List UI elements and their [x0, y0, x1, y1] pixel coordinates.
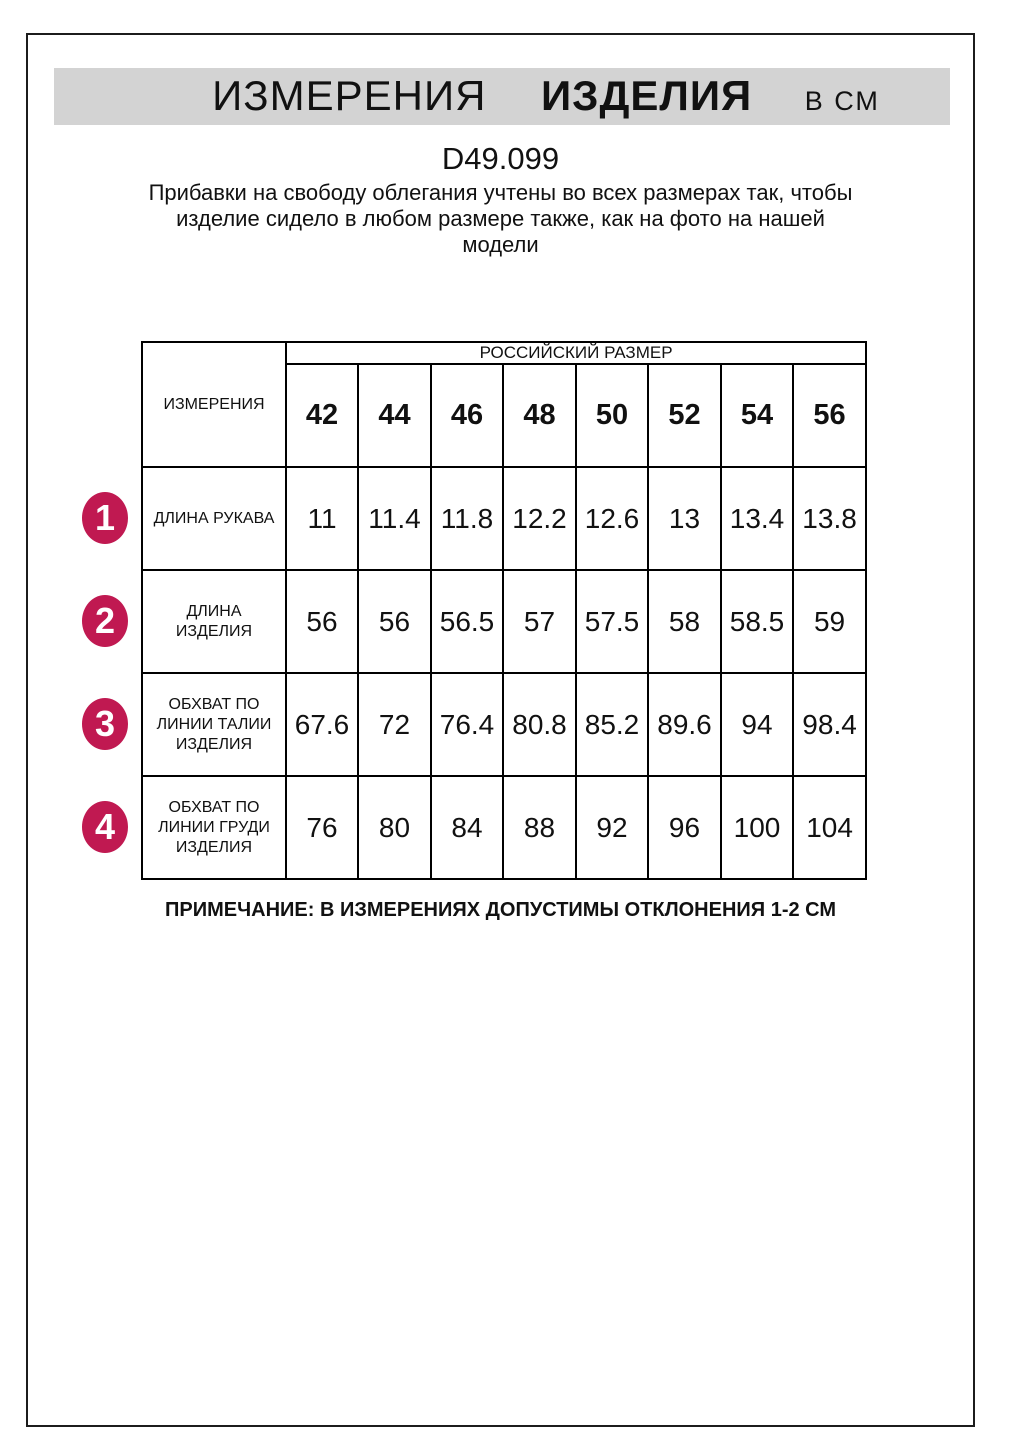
table-cell: 92	[576, 776, 648, 879]
table-cell: 13.4	[721, 467, 793, 570]
table-cell: 59	[793, 570, 866, 673]
size-col-header: 56	[793, 364, 866, 467]
table-row-chest-girth	[142, 776, 866, 879]
row-number-badge-3	[82, 698, 128, 750]
row-label-line: ДЛИНА	[186, 602, 242, 620]
table-cell: 11	[286, 467, 358, 570]
row-label-line: ОБХВАТ ПО	[168, 695, 260, 713]
table-cell: 11.8	[431, 467, 503, 570]
size-col-header: 54	[721, 364, 793, 467]
size-col-header: 50	[576, 364, 648, 467]
row-label-line: ДЛИНА РУКАВА	[153, 509, 275, 527]
table-cell: 11.4	[358, 467, 431, 570]
table-cell: 80	[358, 776, 431, 879]
row-label-line: ОБХВАТ ПО	[168, 798, 260, 816]
table-cell: 67.6	[286, 673, 358, 776]
row-number-badge-2	[82, 595, 128, 647]
row-label-line: ЛИНИИ ТАЛИИ	[156, 715, 272, 733]
row-number-badge-4	[82, 801, 128, 853]
row-label	[142, 673, 286, 776]
table-cell: 88	[503, 776, 576, 879]
badge-number: 1	[94, 497, 116, 538]
size-col-header: 52	[648, 364, 721, 467]
row-number-badge-1	[82, 492, 128, 544]
product-code: D49.099	[441, 141, 560, 176]
table-cell: 100	[721, 776, 793, 879]
description-line: Прибавки на свободу облегания учтены во всех размерах так, чтобы	[148, 180, 853, 205]
badge-number: 4	[94, 806, 116, 847]
table-cell: 94	[721, 673, 793, 776]
table-cell: 12.2	[503, 467, 576, 570]
description-line: модели	[462, 232, 539, 257]
table-cell: 72	[358, 673, 431, 776]
russian-size-header: РОССИЙСКИЙ РАЗМЕР	[286, 342, 866, 364]
table-cell: 104	[793, 776, 866, 879]
badge-number: 3	[94, 703, 116, 744]
table-cell: 56	[358, 570, 431, 673]
title-product: ИЗДЕЛИЯ	[540, 72, 753, 119]
table-cell: 98.4	[793, 673, 866, 776]
table-cell: 80.8	[503, 673, 576, 776]
table-cell: 13	[648, 467, 721, 570]
table-cell: 96	[648, 776, 721, 879]
size-table	[141, 341, 867, 880]
table-row-waist-girth	[142, 673, 866, 776]
table-cell: 76.4	[431, 673, 503, 776]
row-label-line: ИЗДЕЛИЯ	[175, 622, 253, 640]
table-cell: 84	[431, 776, 503, 879]
table-cell: 56.5	[431, 570, 503, 673]
row-label-line: ЛИНИИ ГРУДИ	[158, 818, 270, 836]
size-col-header: 46	[431, 364, 503, 467]
product-description	[26, 180, 975, 258]
title-bar	[54, 68, 950, 125]
table-cell: 57	[503, 570, 576, 673]
size-col-header: 48	[503, 364, 576, 467]
description-line: изделие сидело в любом размере также, как на фото на нашей	[176, 206, 825, 231]
size-col-header: 42	[286, 364, 358, 467]
row-label	[142, 570, 286, 673]
row-label	[142, 776, 286, 879]
table-cell: 89.6	[648, 673, 721, 776]
measurements-column-header: ИЗМЕРЕНИЯ	[142, 342, 286, 467]
table-row-item-length	[142, 570, 866, 673]
table-row-sleeve-length	[142, 467, 866, 570]
badge-number: 2	[94, 600, 116, 641]
table-cell: 57.5	[576, 570, 648, 673]
row-label-line: ИЗДЕЛИЯ	[175, 735, 253, 753]
table-cell: 76	[286, 776, 358, 879]
title-unit: В СМ	[804, 86, 880, 116]
table-cell: 12.6	[576, 467, 648, 570]
table-cell: 13.8	[793, 467, 866, 570]
table-cell: 58	[648, 570, 721, 673]
note-text: ПРИМЕЧАНИЕ: В ИЗМЕРЕНИЯХ ДОПУСТИМЫ ОТКЛОНЕНИЯ 1-2 СМ	[165, 899, 836, 921]
row-label-line: ИЗДЕЛИЯ	[175, 838, 253, 856]
table-cell: 85.2	[576, 673, 648, 776]
row-label	[142, 467, 286, 570]
table-cell: 56	[286, 570, 358, 673]
title-measurements: ИЗМЕРЕНИЯ	[212, 72, 487, 119]
table-cell: 58.5	[721, 570, 793, 673]
size-col-header: 44	[358, 364, 431, 467]
